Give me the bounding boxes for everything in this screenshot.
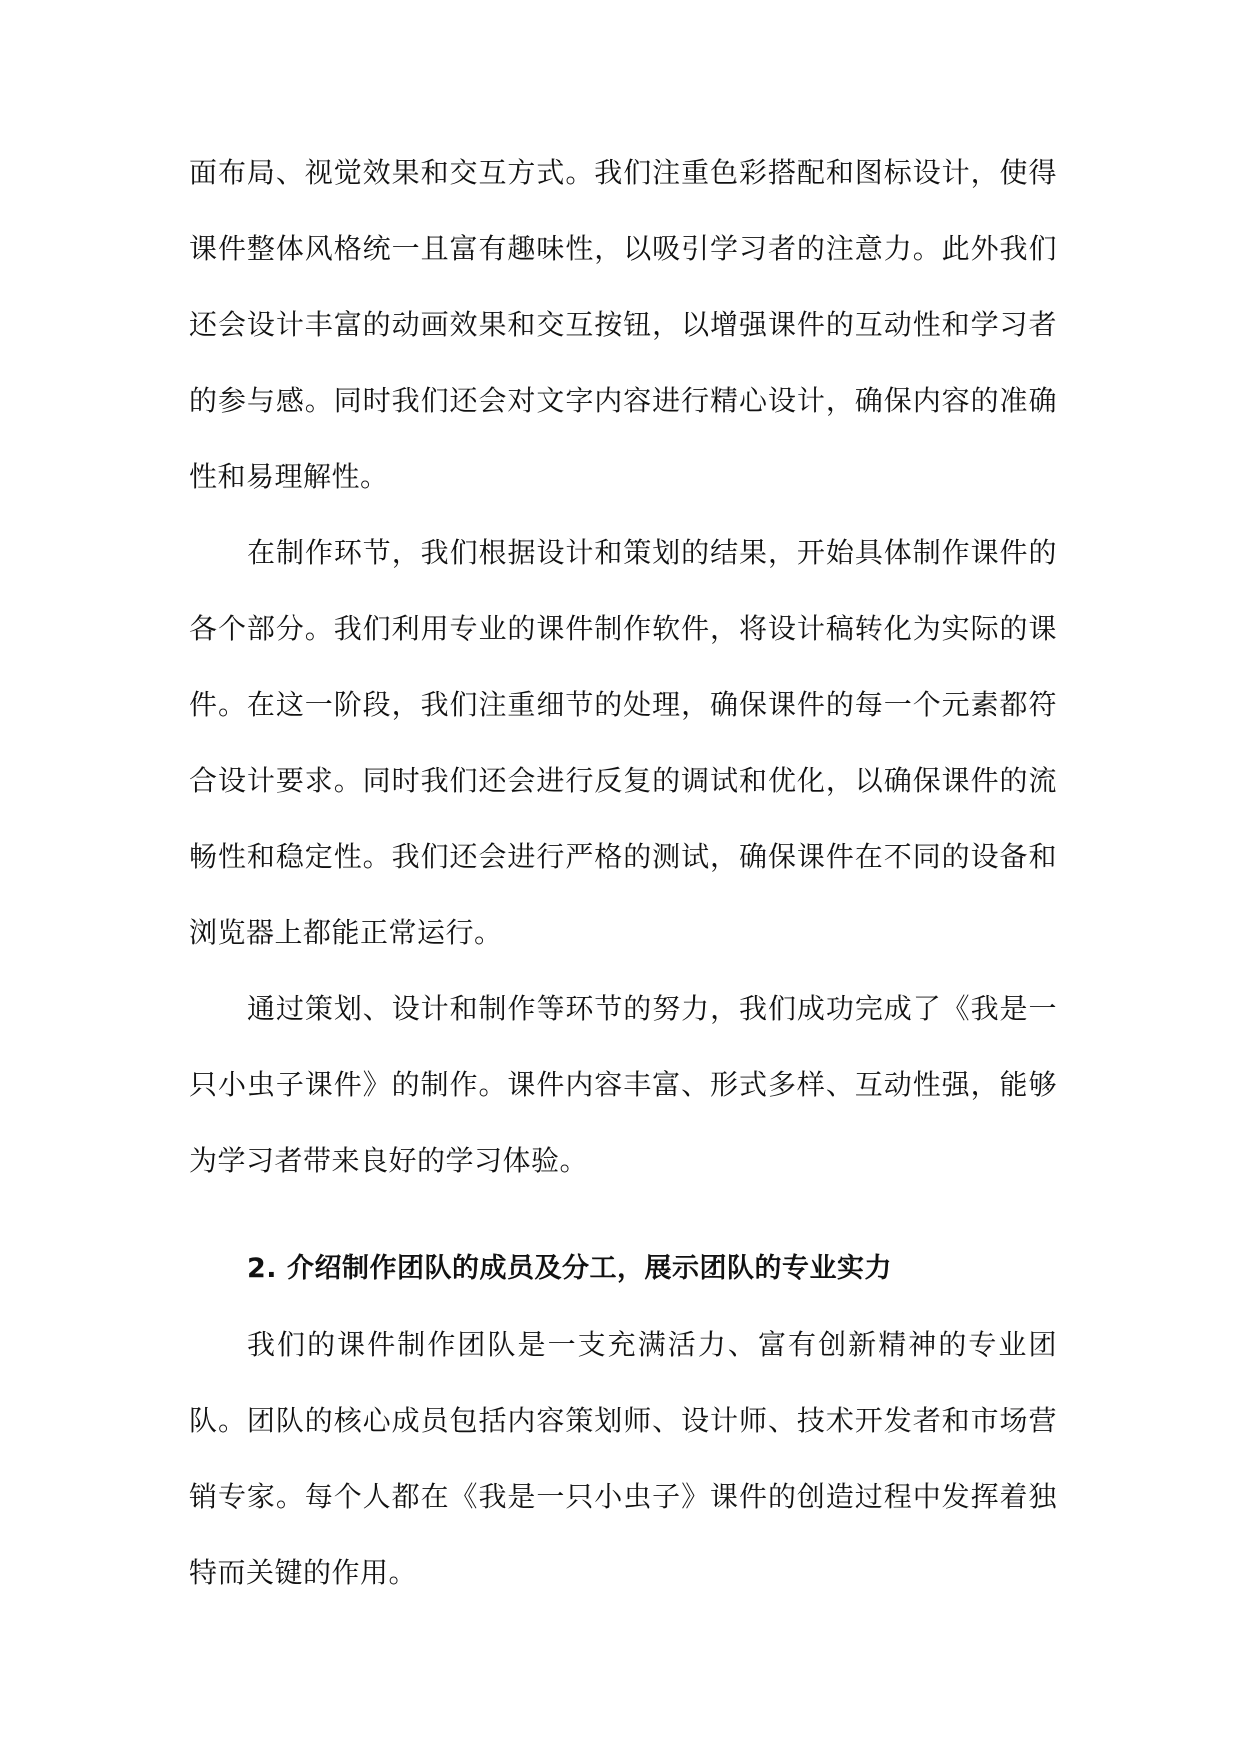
document-body [189,135,1057,1611]
paragraph-production: 在制作环节，我们根据设计和策划的结果，开始具体制作课件的各个部分。我们利用专业的课件制作软件，将设计稿转化为实际的课件。在这一阶段，我们注重细节的处理，确保课件的每一个元素都符合设计要求。同时我们还会进行反复的调试和优化，以确保课件的流畅性和稳定性。我们还会进行严格的测试，确保课件在不同的设备和浏览器上都能正常运行。 [189,536,1057,949]
paragraph-completion: 通过策划、设计和制作等环节的努力，我们成功完成了《我是一只小虫子课件》的制作。课件内容丰富、形式多样、互动性强，能够为学习者带来良好的学习体验。 [189,992,1057,1177]
paragraph-continued-design: 面布局、视觉效果和交互方式。我们注重色彩搭配和图标设计，使得课件整体风格统一且富有趣味性，以吸引学习者的注意力。此外我们还会设计丰富的动画效果和交互按钮，以增强课件的互动性和学习者的参与感。同时我们还会对文字内容进行精心设计，确保内容的准确性和易理解性。 [189,156,1057,493]
section-heading-team: 2. 介绍制作团队的成员及分工，展示团队的专业实力 [247,1253,892,1284]
paragraph-team-intro: 我们的课件制作团队是一支充满活力、富有创新精神的专业团队。团队的核心成员包括内容策划师、设计师、技术开发者和市场营销专家。每个人都在《我是一只小虫子》课件的创造过程中发挥着独特而关键的作用。 [189,1328,1057,1589]
